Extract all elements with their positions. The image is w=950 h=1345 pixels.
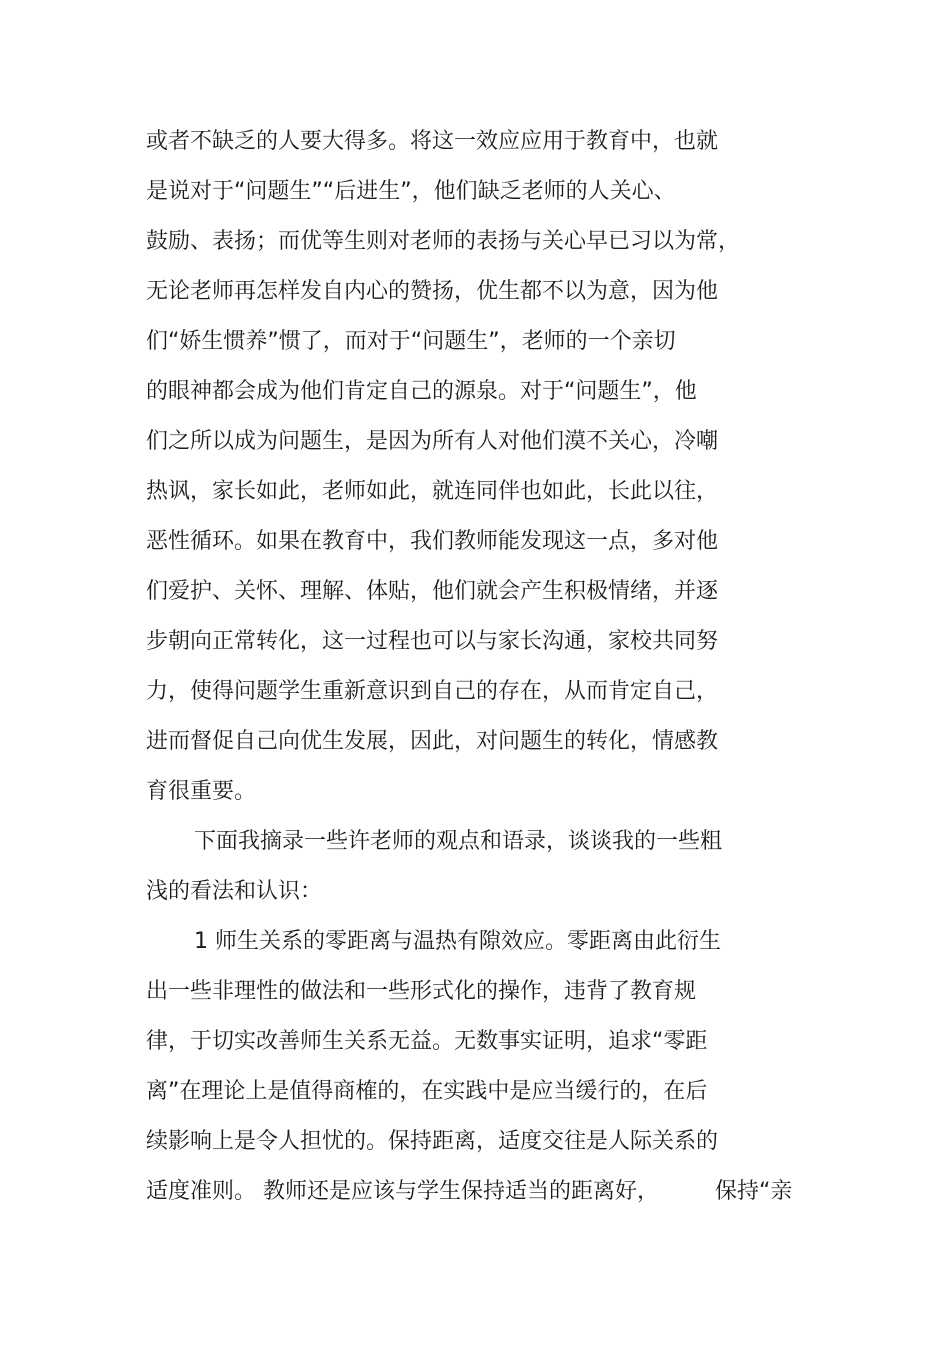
text-line: 的眼神都会成为他们肯定自己的源泉。对于“问题生”，他 bbox=[146, 379, 697, 404]
text-line: 续影响上是令人担忧的。保持距离，适度交往是人际关系的 bbox=[146, 1129, 719, 1154]
text-line: 出一些非理性的做法和一些形式化的操作，违背了教育规 bbox=[146, 979, 697, 1004]
text-line: 适度准则。 教师还是应该与学生保持适当的距离好， 保持“亲 bbox=[146, 1179, 793, 1204]
text-line: 浅的看法和认识： bbox=[146, 879, 323, 904]
text-line: 们“娇生惯养”惯了，而对于“问题生”，老师的一个亲切 bbox=[146, 329, 676, 354]
text-line: 鼓励、表扬；而优等生则对老师的表扬与关心早已习以为常， bbox=[146, 229, 741, 254]
text-line: 力，使得问题学生重新意识到自己的存在，从而肯定自己， bbox=[146, 679, 719, 704]
text-line: 们爱护、关怀、理解、体贴，他们就会产生积极情绪，并逐 bbox=[146, 579, 719, 604]
text-line: 无论老师再怎样发自内心的赞扬，优生都不以为意，因为他 bbox=[146, 279, 719, 304]
text-line: 恶性循环。如果在教育中，我们教师能发现这一点，多对他 bbox=[146, 529, 719, 554]
paragraph-first-line: 下面我摘录一些许老师的观点和语录，谈谈我的一些粗 bbox=[194, 829, 723, 854]
text-line: 离”在理论上是值得商榷的，在实践中是应当缓行的，在后 bbox=[146, 1079, 708, 1104]
text-line: 律，于切实改善师生关系无益。无数事实证明，追求“零距 bbox=[146, 1029, 708, 1054]
text-line: 们之所以成为问题生，是因为所有人对他们漠不关心，冷嘲 bbox=[146, 429, 719, 454]
text-line: 步朝向正常转化，这一过程也可以与家长沟通，家校共同努 bbox=[146, 629, 719, 654]
section-heading-line: 1 师生关系的零距离与温热有隙效应。零距离由此衍生 bbox=[194, 929, 721, 954]
text-line: 育很重要。 bbox=[146, 779, 257, 804]
text-line: 进而督促自己向优生发展，因此，对问题生的转化，情感教 bbox=[146, 729, 719, 754]
text-line: 或者不缺乏的人要大得多。将这一效应应用于教育中，也就 bbox=[146, 129, 719, 154]
text-line: 是说对于“问题生”“后进生”，他们缺乏老师的人关心、 bbox=[146, 179, 676, 204]
text-line: 热讽，家长如此，老师如此，就连同伴也如此，长此以往， bbox=[146, 479, 719, 504]
